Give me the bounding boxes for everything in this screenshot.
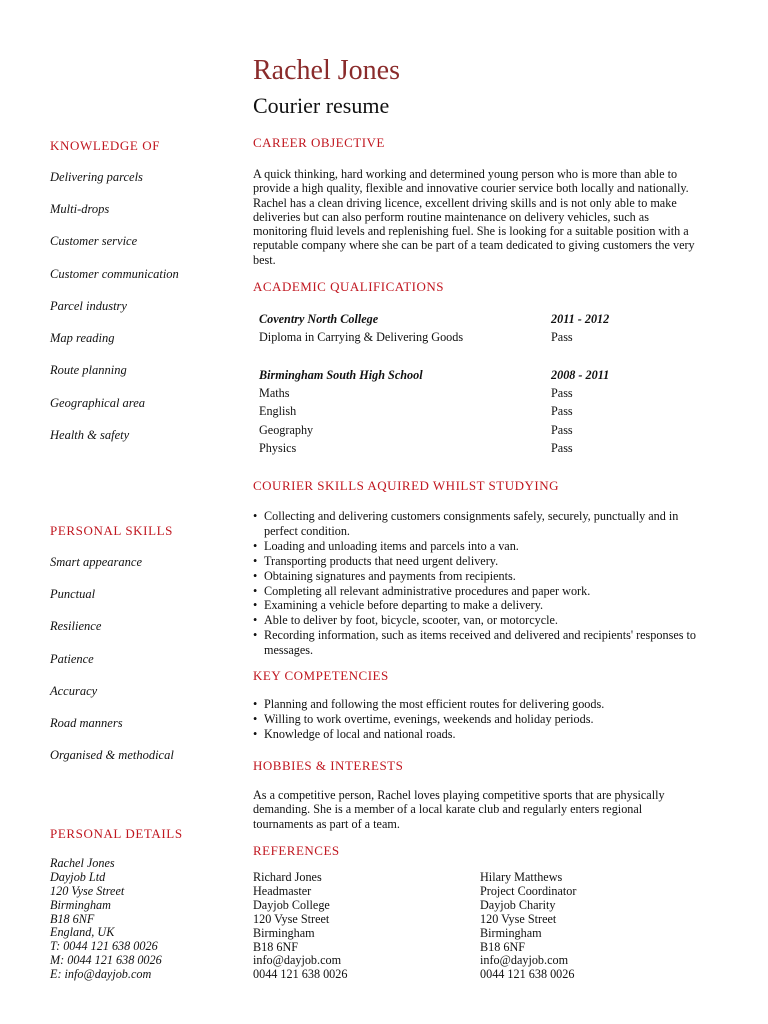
reference-line: Birmingham	[480, 925, 542, 940]
knowledge-item: Customer service	[50, 234, 138, 248]
reference-line: Dayjob Charity	[480, 897, 556, 912]
skill-item: Smart appearance	[50, 555, 142, 569]
personal-details-heading: PERSONAL DETAILS	[50, 826, 183, 841]
subject-name: Physics	[259, 441, 297, 455]
list-item: • Collecting and delivering customers consignments safely, securely, punctually and in perfect condition.	[253, 509, 713, 539]
detail-line: Birmingham	[50, 898, 111, 912]
reference-line: 120 Vyse Street	[480, 911, 557, 926]
institution-years: 2008 - 2011	[551, 368, 610, 382]
subject-grade: Pass	[551, 404, 573, 418]
list-item: • Knowledge of local and national roads.	[253, 727, 713, 742]
courier-skills-list	[253, 509, 713, 658]
detail-line: E: info@dayjob.com	[50, 967, 152, 981]
knowledge-heading: KNOWLEDGE OF	[50, 138, 161, 153]
personal-skills-heading: PERSONAL SKILLS	[50, 523, 174, 538]
reference-line: 0044 121 638 0026	[480, 967, 575, 982]
reference-line: B18 6NF	[253, 939, 299, 954]
reference-line: Richard Jones	[253, 870, 322, 884]
detail-line: Dayjob Ltd	[50, 870, 106, 884]
skill-item: Organised & methodical	[50, 748, 174, 762]
reference-line: Birmingham	[253, 925, 315, 940]
career-objective-heading: CAREER OBJECTIVE	[253, 135, 385, 150]
skill-item: Road manners	[50, 716, 123, 730]
key-competencies-heading: KEY COMPETENCIES	[253, 668, 389, 683]
reference-line: Hilary Matthews	[480, 870, 563, 884]
knowledge-item: Map reading	[50, 331, 115, 345]
reference-line: B18 6NF	[480, 939, 526, 954]
list-item: • Transporting products that need urgent delivery.	[253, 554, 713, 569]
knowledge-item: Health & safety	[50, 428, 130, 442]
resume-name: Rachel Jones	[253, 55, 400, 86]
institution-years: 2011 - 2012	[551, 312, 610, 326]
skill-item: Accuracy	[50, 684, 98, 698]
subject-grade: Pass	[551, 423, 573, 437]
academic-heading: ACADEMIC QUALIFICATIONS	[253, 279, 444, 294]
reference-line: Headmaster	[253, 883, 312, 898]
knowledge-item: Multi-drops	[50, 202, 110, 216]
references-heading: REFERENCES	[253, 843, 340, 858]
skill-item: Patience	[50, 652, 94, 666]
reference-block	[253, 871, 347, 982]
reference-line: 0044 121 638 0026	[253, 967, 348, 982]
reference-line: 120 Vyse Street	[253, 911, 330, 926]
list-item: • Examining a vehicle before departing to make a delivery.	[253, 598, 713, 613]
reference-line: Dayjob College	[253, 897, 330, 912]
knowledge-item: Customer communication	[50, 267, 179, 281]
subject-grade: Pass	[551, 330, 573, 344]
detail-line: B18 6NF	[50, 912, 95, 926]
knowledge-item: Route planning	[50, 363, 127, 377]
institution-name: Birmingham South High School	[259, 368, 423, 382]
reference-line: info@dayjob.com	[480, 953, 569, 968]
list-item: • Willing to work overtime, evenings, weekends and holiday periods.	[253, 712, 713, 727]
skill-item: Resilience	[50, 619, 102, 633]
knowledge-item: Parcel industry	[50, 299, 127, 313]
detail-line: M: 0044 121 638 0026	[50, 953, 162, 967]
detail-line: T: 0044 121 638 0026	[50, 939, 158, 953]
detail-line: Rachel Jones	[50, 856, 115, 870]
competencies-list	[253, 697, 713, 742]
resume-subtitle: Courier resume	[253, 93, 390, 118]
hobbies-text: As a competitive person, Rachel loves playing competitive sports that are physically demanding. She is a member of a local karate club and regularly enters regional tournaments as part of a team.	[253, 788, 665, 831]
subject-name: Maths	[259, 386, 290, 400]
list-item: • Planning and following the most efficient routes for delivering goods.	[253, 697, 713, 712]
subject-name: English	[259, 404, 297, 418]
courier-skills-heading: COURIER SKILLS AQUIRED WHILST STUDYING	[253, 478, 559, 493]
knowledge-item: Geographical area	[50, 396, 146, 410]
reference-line: info@dayjob.com	[253, 953, 342, 968]
career-objective-text: A quick thinking, hard working and determined young person who is more than able to provide a high quality, flexible and innovative courier service both locally and nationally. Rachel has a clean driving licence, excellent driving skills and is not only able to make deliveries but can also perform routine maintenance on delivery vehicles, such as monitoring fluid levels and replenishing fuel. She is looking for a suitable position with a reputable company where she can be part of a team dedicated to giving customers the very best.	[253, 167, 695, 267]
subject-grade: Pass	[551, 441, 573, 455]
detail-line: 120 Vyse Street	[50, 884, 125, 898]
subject-name: Geography	[259, 423, 314, 437]
skill-item: Punctual	[50, 587, 96, 601]
list-item: • Able to deliver by foot, bicycle, scooter, van, or motorcycle.	[253, 613, 713, 628]
subject-name: Diploma in Carrying & Delivering Goods	[259, 330, 464, 344]
hobbies-heading: HOBBIES & INTERESTS	[253, 758, 404, 773]
reference-block	[480, 871, 576, 982]
subject-grade: Pass	[551, 386, 573, 400]
institution-name: Coventry North College	[259, 312, 379, 326]
list-item: • Recording information, such as items received and delivered and recipients' responses to messages.	[253, 628, 713, 658]
list-item: • Loading and unloading items and parcels into a van.	[253, 539, 713, 554]
reference-line: Project Coordinator	[480, 883, 577, 898]
list-item: • Completing all relevant administrative procedures and paper work.	[253, 584, 713, 599]
knowledge-item: Delivering parcels	[50, 170, 143, 184]
list-item: • Obtaining signatures and payments from recipients.	[253, 569, 713, 584]
detail-line: England, UK	[50, 925, 115, 939]
